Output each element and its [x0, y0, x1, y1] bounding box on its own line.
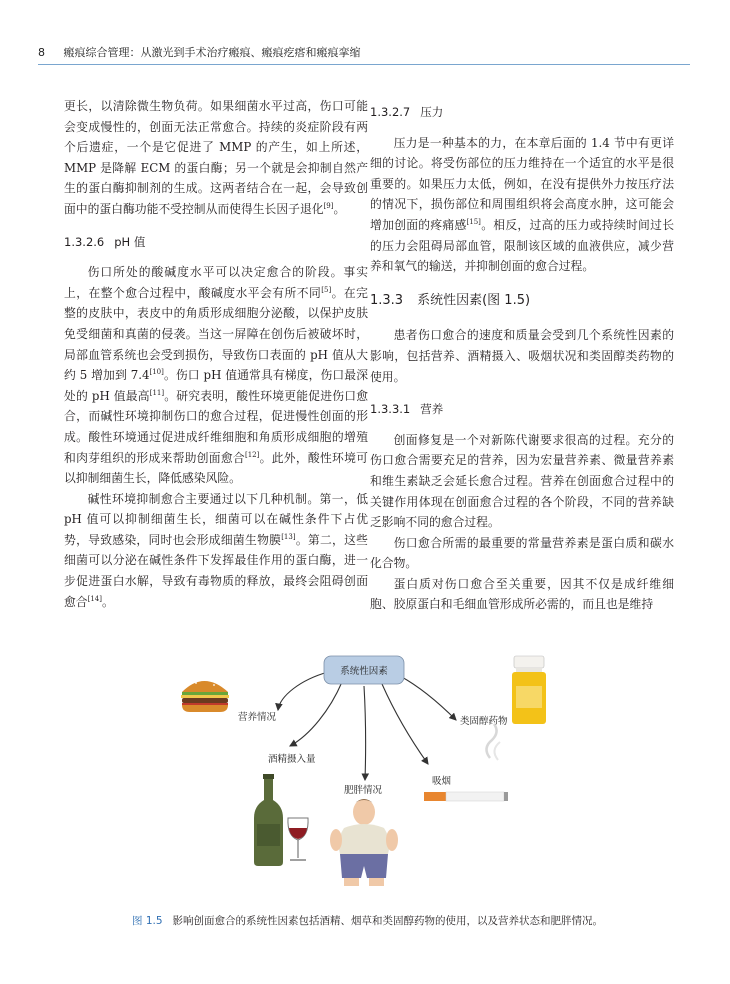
page-number: 8	[38, 46, 45, 59]
left-column	[64, 96, 368, 612]
heading-pressure	[370, 102, 674, 123]
wine-glass-icon	[288, 818, 308, 860]
citation: [14]	[87, 594, 102, 603]
paragraph-alkaline: 碱性环境抑制愈合主要通过以下几种机制。第一，低 pH 值可以抑制细菌生长，细菌可以在碱性条件下占优势，导致感染，同时也会形成细菌生物膜[13]。第二，这些细菌可以分泌在碱性条件下发挥最佳作用的蛋白酶，进一步促进蛋白水解，导致有毒物质的释放，最终会阻碍创面愈合[14]。	[64, 491, 368, 609]
systemic-factors-diagram	[160, 640, 600, 900]
heading-ph	[64, 232, 368, 253]
figure-caption	[132, 913, 692, 928]
nutrition-label: 营养情况	[238, 712, 277, 723]
heading-nutrition	[370, 399, 674, 420]
header-rule	[38, 64, 690, 65]
arrow-to-obesity	[364, 686, 366, 780]
alcohol-label: 酒精摄入量	[268, 754, 316, 765]
heading-title: 系统性因素	[417, 292, 483, 308]
arrow-to-steroid	[400, 676, 456, 720]
obesity-label: 肥胖情况	[344, 785, 383, 796]
running-head	[38, 44, 690, 60]
caption-label: 图 1.5	[132, 915, 163, 927]
paragraph-macronutrients: 伤口愈合所需的最重要的常量营养素是蛋白质和碳水化合物。	[370, 535, 674, 571]
steroid-label: 类固醇药物	[460, 716, 508, 727]
heading-number: 1.3.2.7	[370, 105, 411, 119]
paragraph-bacteria: 更长，以清除微生物负荷。如果细菌水平过高，伤口可能会变成慢性的，创面无法正常愈合。持续的炎症阶段有两个后遗症，一个是它促进了 MMP 的产生，如上所述，MMP 是降解 ECM 的蛋白酶；另一个就是会抑制自然产生的蛋白酶抑制剂的生成。这两者结合在一起，会导致创面中的蛋白酶功能不受控制从而使得生长因子退化[9]。	[64, 99, 368, 216]
citation: [12]	[245, 450, 260, 459]
heading-title: pH 值	[114, 234, 146, 249]
citation: [9]	[323, 202, 334, 211]
center-label: 系统性因素	[340, 666, 388, 677]
arrow-to-nutrition	[278, 672, 328, 710]
citation: [13]	[281, 532, 296, 541]
caption-text: 影响创面愈合的系统性因素包括酒精、烟草和类固醇药物的使用，以及营养状态和肥胖情况。	[172, 915, 604, 927]
citation: [11]	[149, 388, 165, 397]
heading-number: 1.3.2.6	[64, 234, 105, 249]
running-title: 瘢痕综合管理：从激光到手术治疗瘢痕、瘢痕疙瘩和瘢痕挛缩	[63, 46, 361, 59]
arrow-to-smoking	[382, 684, 428, 764]
right-column	[370, 96, 674, 615]
burger-icon	[181, 679, 229, 712]
paragraph-nutrition: 创面修复是一个对新陈代谢要求很高的过程。充分的伤口愈合需要充足的营养，因为宏量营养素、微量营养素和维生素缺乏会延长愈合过程。营养在创面愈合过程中的关键作用体现在创面愈合过程的各个阶段，不同的营养缺乏影响不同的愈合过程。	[370, 432, 674, 530]
heading-title: 压力	[420, 105, 444, 119]
heading-number: 1.3.3.1	[370, 402, 411, 417]
paragraph-pressure: 压力是一种基本的力，在本章后面的 1.4 节中有更详细的讨论。将受伤部位的压力维持在一个适宜的水平是很重要的。如果压力太低，例如，在没有提供外力按压疗法的情况下，损伤部位和周围组织将会高度水肿，这可能会增加创面的疼痛感[15]。相反，过高的压力或持续时间过长的压力会阻碍局部血管，限制该区域的血液供应，减少营养和氧气的输送，并抑制创面的愈合过程。	[370, 135, 674, 274]
heading-number: 1.3.3	[370, 292, 404, 308]
paragraph-ph: 伤口所处的酸碱度水平可以决定愈合的阶段。事实上，在整个愈合过程中，酸碱度水平会有所不同[5]。在完整的皮肤中，表皮中的角质形成细胞分泌酸，以保护皮肤免受细菌和真菌的侵袭。当这一屏障在创伤后被破坏时，局部血管系统也会受到损伤，导致伤口表面的 pH 值从大约 5 增加到 7.4[10]。伤口 pH 值通常具有梯度，伤口最深处的 pH 值最高[11]。研究表明，酸性环境更能促进伤口愈合，而碱性环境抑制伤口的愈合过程，促进慢性创面的形成。酸性环境通过促进成纤维细胞和角质形成细胞的增殖和肉芽组织的形成来帮助创面愈合[12]。此外，酸性环境可以抑制细菌生长，降低感染风险。	[64, 265, 368, 486]
paragraph-systemic: 患者伤口愈合的速度和质量会受到几个系统性因素的影响，包括营养、酒精摄入、吸烟状况和类固醇类药物的使用。	[370, 328, 674, 384]
citation: [10]	[149, 368, 164, 377]
wine-bottle-icon	[254, 774, 283, 866]
heading-title: 营养	[420, 402, 444, 417]
citation: [15]	[466, 218, 481, 227]
person-icon	[330, 799, 398, 886]
cigarette-icon	[424, 724, 508, 801]
figure-reference: (图 1.5)	[482, 292, 531, 308]
smoking-label: 吸烟	[432, 776, 452, 787]
citation: [5]	[321, 285, 332, 294]
pill-bottle-icon	[512, 656, 546, 724]
figure-1-5	[160, 640, 600, 900]
arrow-to-alcohol	[290, 682, 342, 746]
paragraph-protein: 蛋白质对伤口愈合至关重要，因其不仅是成纤维细胞、胶原蛋白和毛细血管形成所必需的，而且也是维持	[370, 576, 674, 612]
heading-systemic	[370, 291, 674, 312]
